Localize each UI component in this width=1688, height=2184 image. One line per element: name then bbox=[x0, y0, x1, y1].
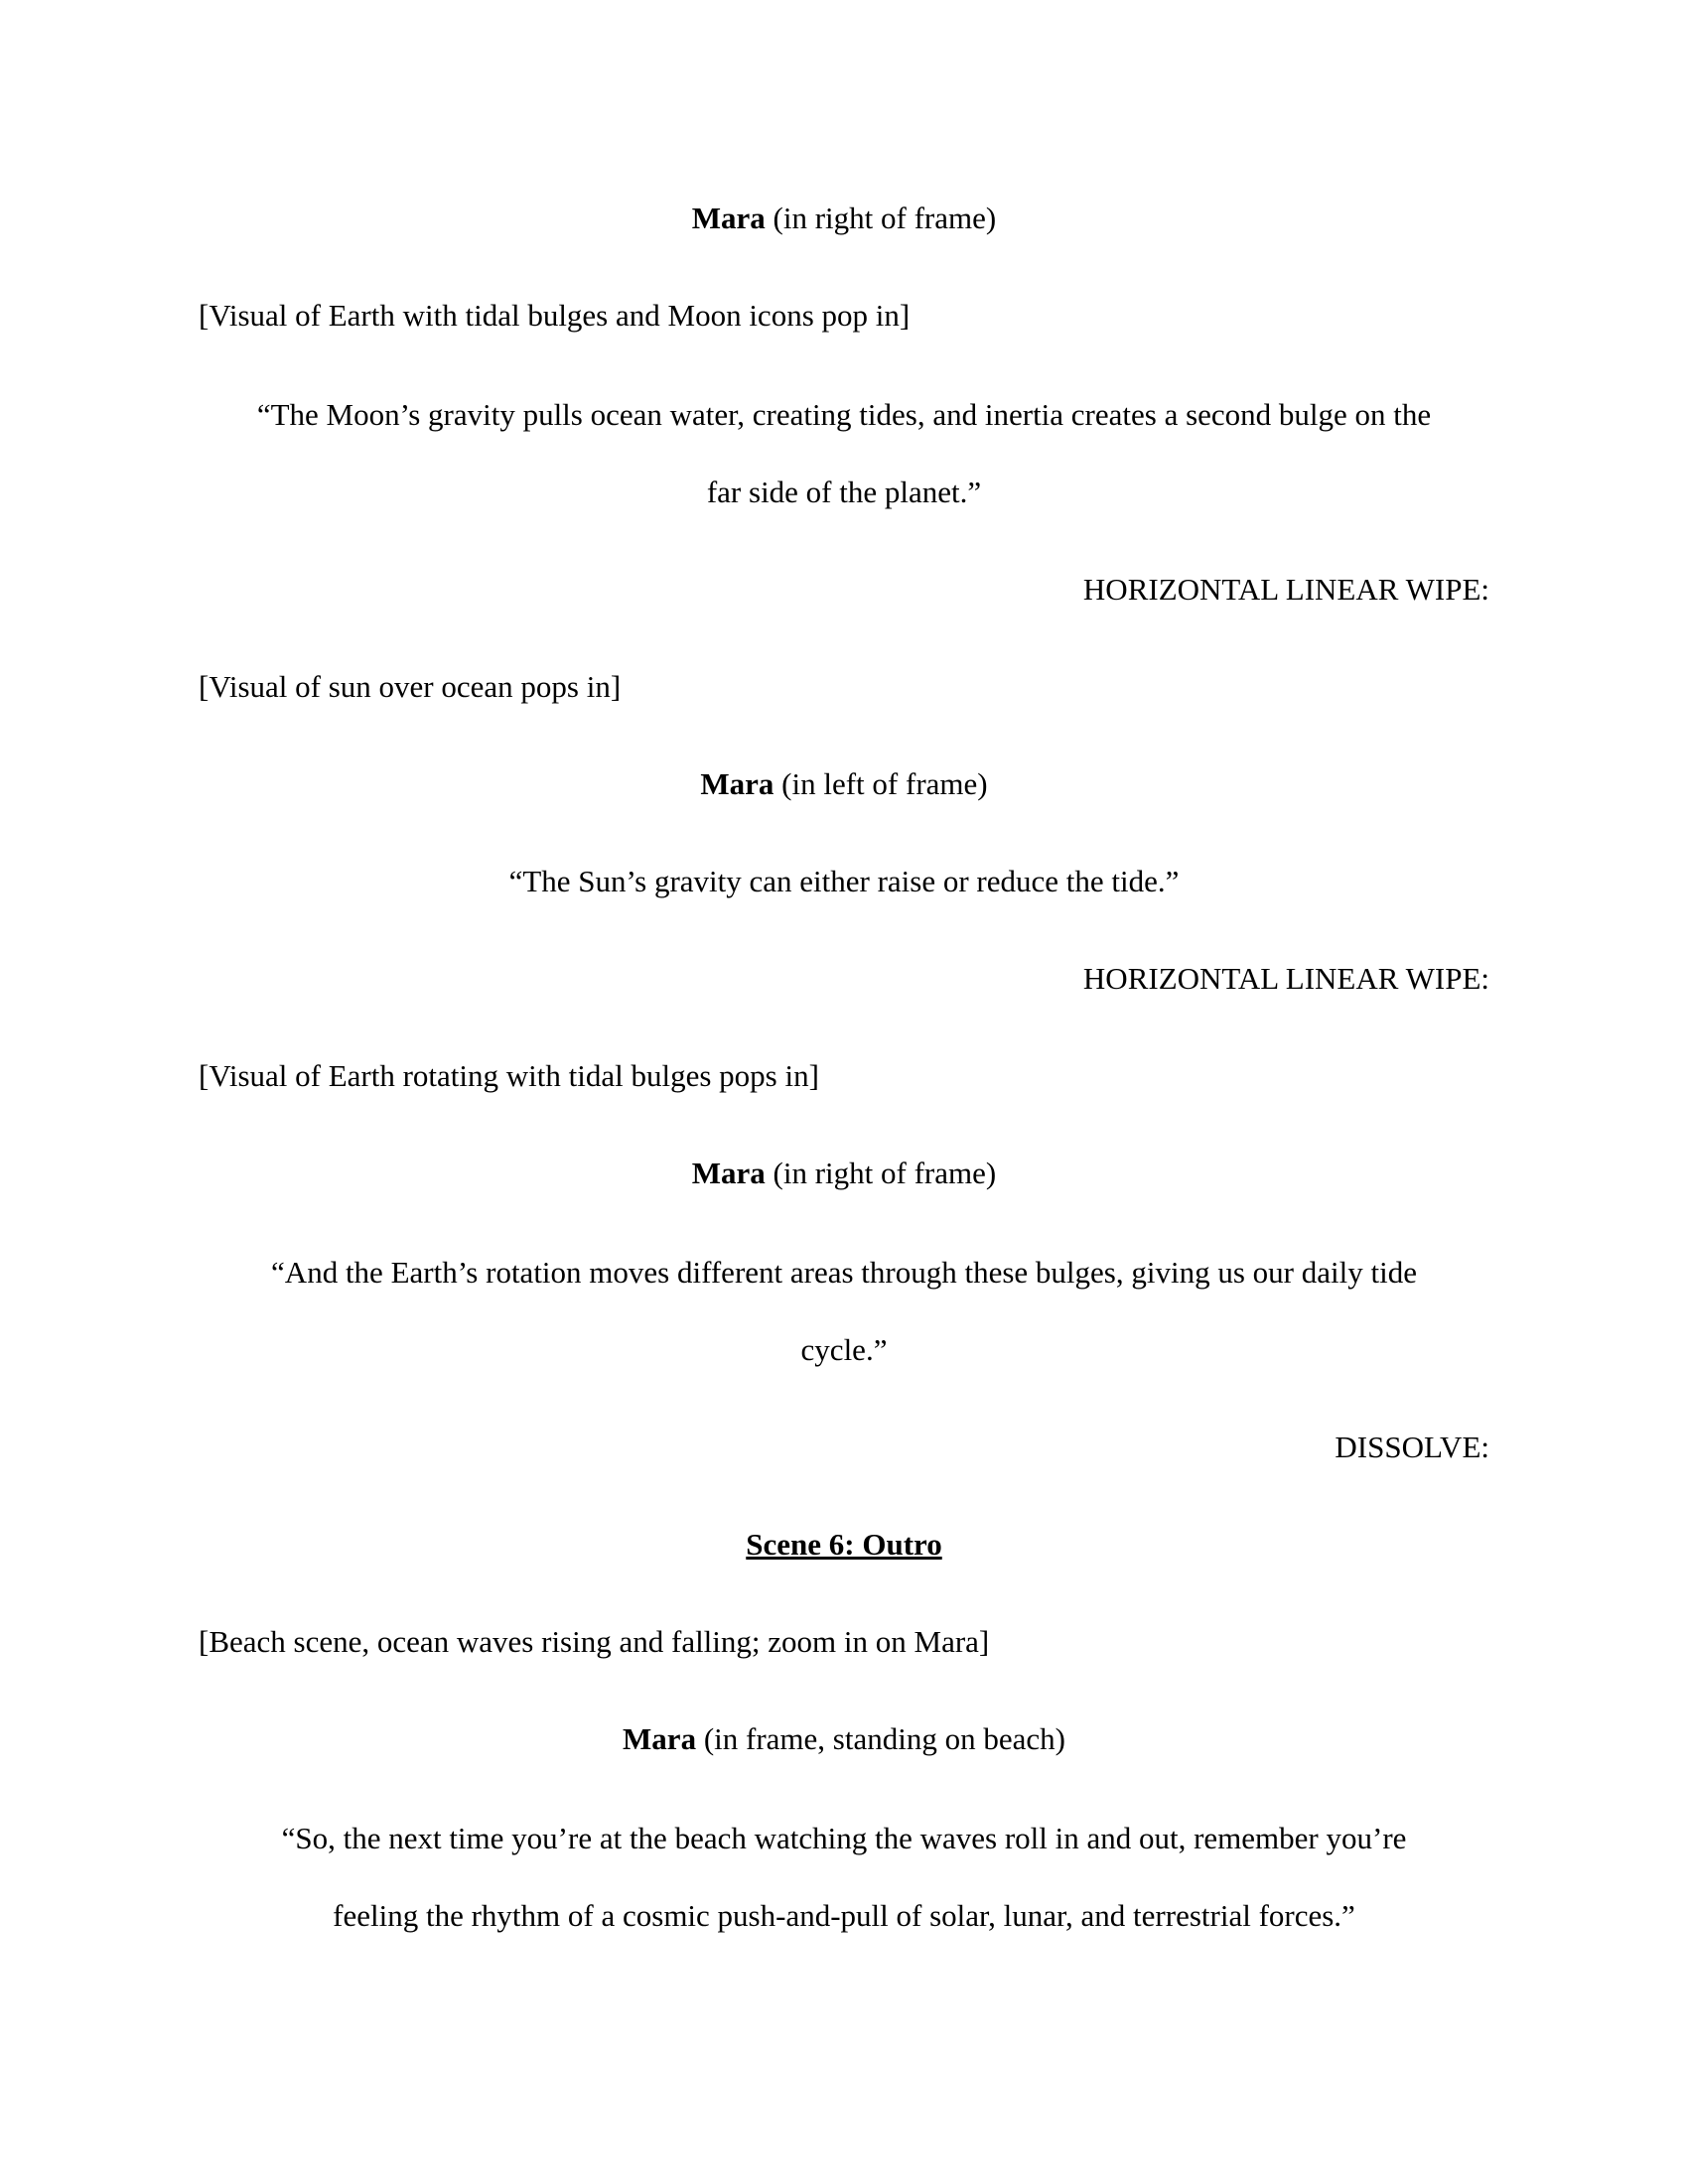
speaker-note: (in right of frame) bbox=[773, 1156, 997, 1190]
dialogue-block bbox=[199, 1800, 1489, 1955]
transition: DISSOLVE: bbox=[1335, 1430, 1489, 1464]
speaker-line bbox=[0, 765, 1688, 803]
speaker-line bbox=[0, 1720, 1688, 1758]
visual-direction: [Beach scene, ocean waves rising and falling; zoom in on Mara] bbox=[199, 1624, 990, 1659]
dialogue-line: “The Sun’s gravity can either raise or reduce the tide.” bbox=[508, 864, 1180, 898]
visual-direction: [Visual of sun over ocean pops in] bbox=[199, 669, 622, 704]
dialogue-block bbox=[199, 1234, 1489, 1389]
dialogue-line: “So, the next time you’re at the beach watching the waves roll in and out, remember you’re bbox=[281, 1821, 1407, 1855]
speaker-note: (in right of frame) bbox=[773, 201, 997, 235]
dialogue-line: far side of the planet.” bbox=[706, 475, 982, 509]
speaker-note: (in frame, standing on beach) bbox=[703, 1721, 1065, 1756]
speaker-name: Mara bbox=[691, 201, 766, 235]
dialogue-block bbox=[199, 376, 1489, 531]
scene-heading: Scene 6: Outro bbox=[746, 1527, 942, 1562]
dialogue-line: cycle.” bbox=[800, 1332, 888, 1367]
transition: HORIZONTAL LINEAR WIPE: bbox=[1082, 961, 1489, 996]
dialogue-line: feeling the rhythm of a cosmic push-and-pull of solar, lunar, and terrestrial forces.” bbox=[333, 1898, 1355, 1933]
visual-direction: [Visual of Earth with tidal bulges and Moon icons pop in] bbox=[199, 298, 911, 333]
transition: HORIZONTAL LINEAR WIPE: bbox=[1082, 572, 1489, 607]
dialogue-line: “And the Earth’s rotation moves different areas through these bulges, giving us our daily tide bbox=[271, 1255, 1417, 1290]
speaker-name: Mara bbox=[691, 1156, 766, 1190]
speaker-name: Mara bbox=[623, 1721, 697, 1756]
dialogue-line: “The Moon’s gravity pulls ocean water, creating tides, and inertia creates a second bulge on the bbox=[256, 397, 1432, 432]
speaker-line bbox=[0, 1155, 1688, 1192]
speaker-line bbox=[0, 200, 1688, 237]
visual-direction: [Visual of Earth rotating with tidal bulges pops in] bbox=[199, 1058, 819, 1093]
speaker-name: Mara bbox=[700, 766, 774, 801]
speaker-note: (in left of frame) bbox=[781, 766, 988, 801]
